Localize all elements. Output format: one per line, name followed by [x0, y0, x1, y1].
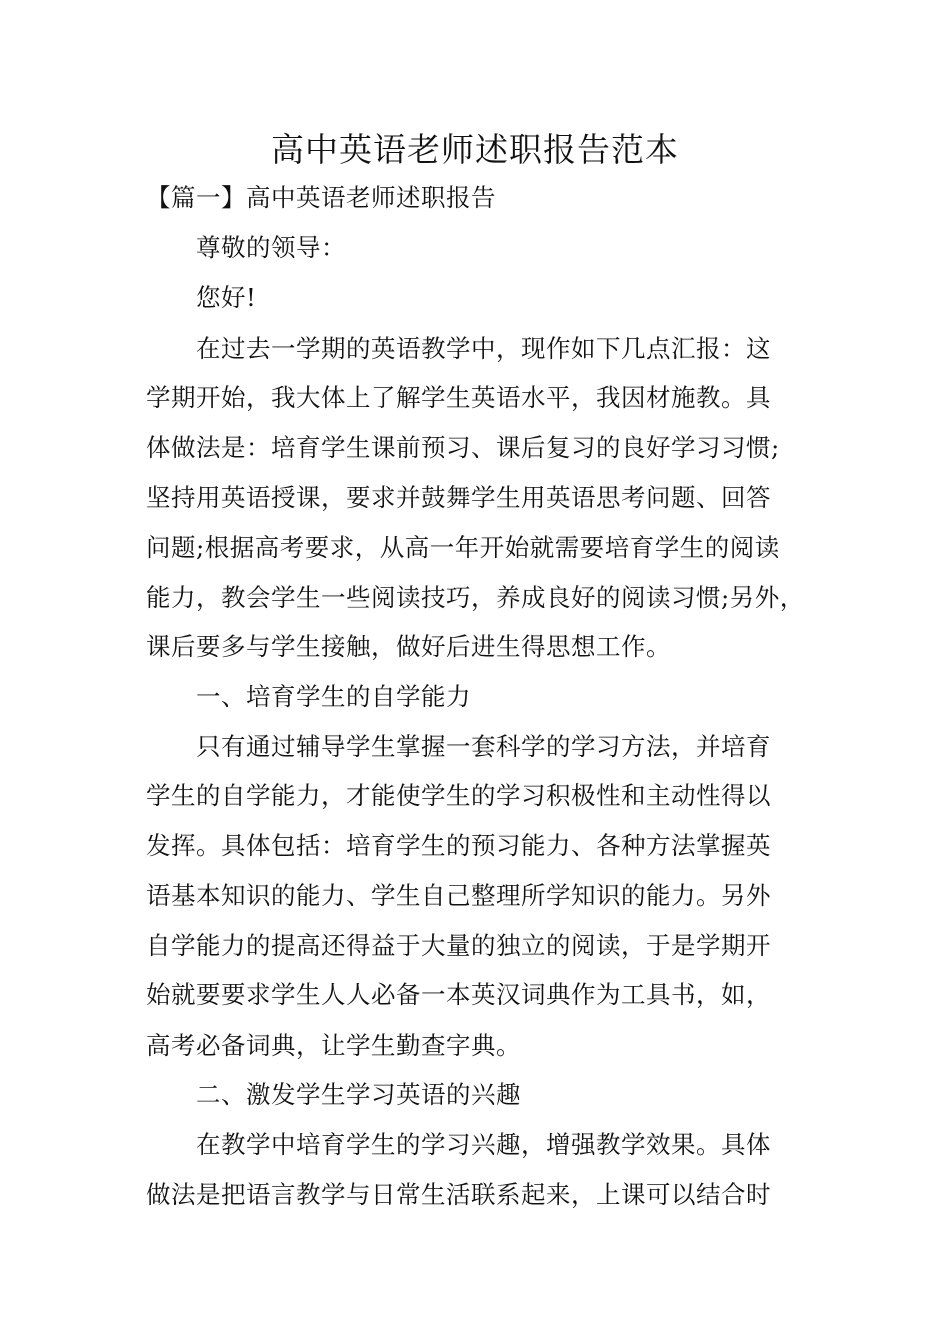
text-line: 坚持用英语授课，要求并鼓舞学生用英语思考问题、回答: [146, 483, 771, 512]
text-line: 体做法是：培育学生课前预习、课后复习的良好学习习惯;: [146, 433, 780, 462]
text-line: 课后要多与学生接触，做好后进生得思想工作。: [146, 632, 671, 661]
greeting: 您好!: [196, 283, 257, 312]
text-line: 自学能力的提高还得益于大量的独立的阅读，于是学期开: [146, 931, 771, 960]
subsection-heading: 一、培育学生的自学能力: [196, 682, 471, 711]
text-line: 在教学中培育学生的学习兴趣，增强教学效果。具体: [196, 1130, 771, 1159]
text-line: 高考必备词典，让学生勤查字典。: [146, 1031, 521, 1060]
text-line: 在过去一学期的英语教学中，现作如下几点汇报：这: [196, 334, 771, 363]
text-line: 语基本知识的能力、学生自己整理所学知识的能力。另外: [146, 881, 771, 910]
text-line: 只有通过辅导学生掌握一套科学的学习方法，并培育: [196, 732, 771, 761]
section-heading: 【篇一】高中英语老师述职报告: [146, 183, 496, 212]
document-title: 高中英语老师述职报告范本: [271, 130, 679, 169]
text-line: 发挥。具体包括：培育学生的预习能力、各种方法掌握英: [146, 831, 771, 860]
text-line: 能力，教会学生一些阅读技巧，养成良好的阅读习惯;另外，: [146, 583, 805, 612]
text-line: 问题;根据高考要求，从高一年开始就需要培育学生的阅读: [146, 533, 780, 562]
text-line: 学期开始，我大体上了解学生英语水平，我因材施教。具: [146, 383, 771, 412]
salutation: 尊敬的领导：: [196, 233, 346, 262]
text-line: 学生的自学能力，才能使学生的学习积极性和主动性得以: [146, 781, 771, 810]
text-line: 做法是把语言教学与日常生活联系起来，上课可以结合时: [146, 1180, 771, 1209]
text-line: 始就要要求学生人人必备一本英汉词典作为工具书，如，: [146, 980, 771, 1009]
subsection-heading: 二、激发学生学习英语的兴趣: [196, 1080, 521, 1109]
